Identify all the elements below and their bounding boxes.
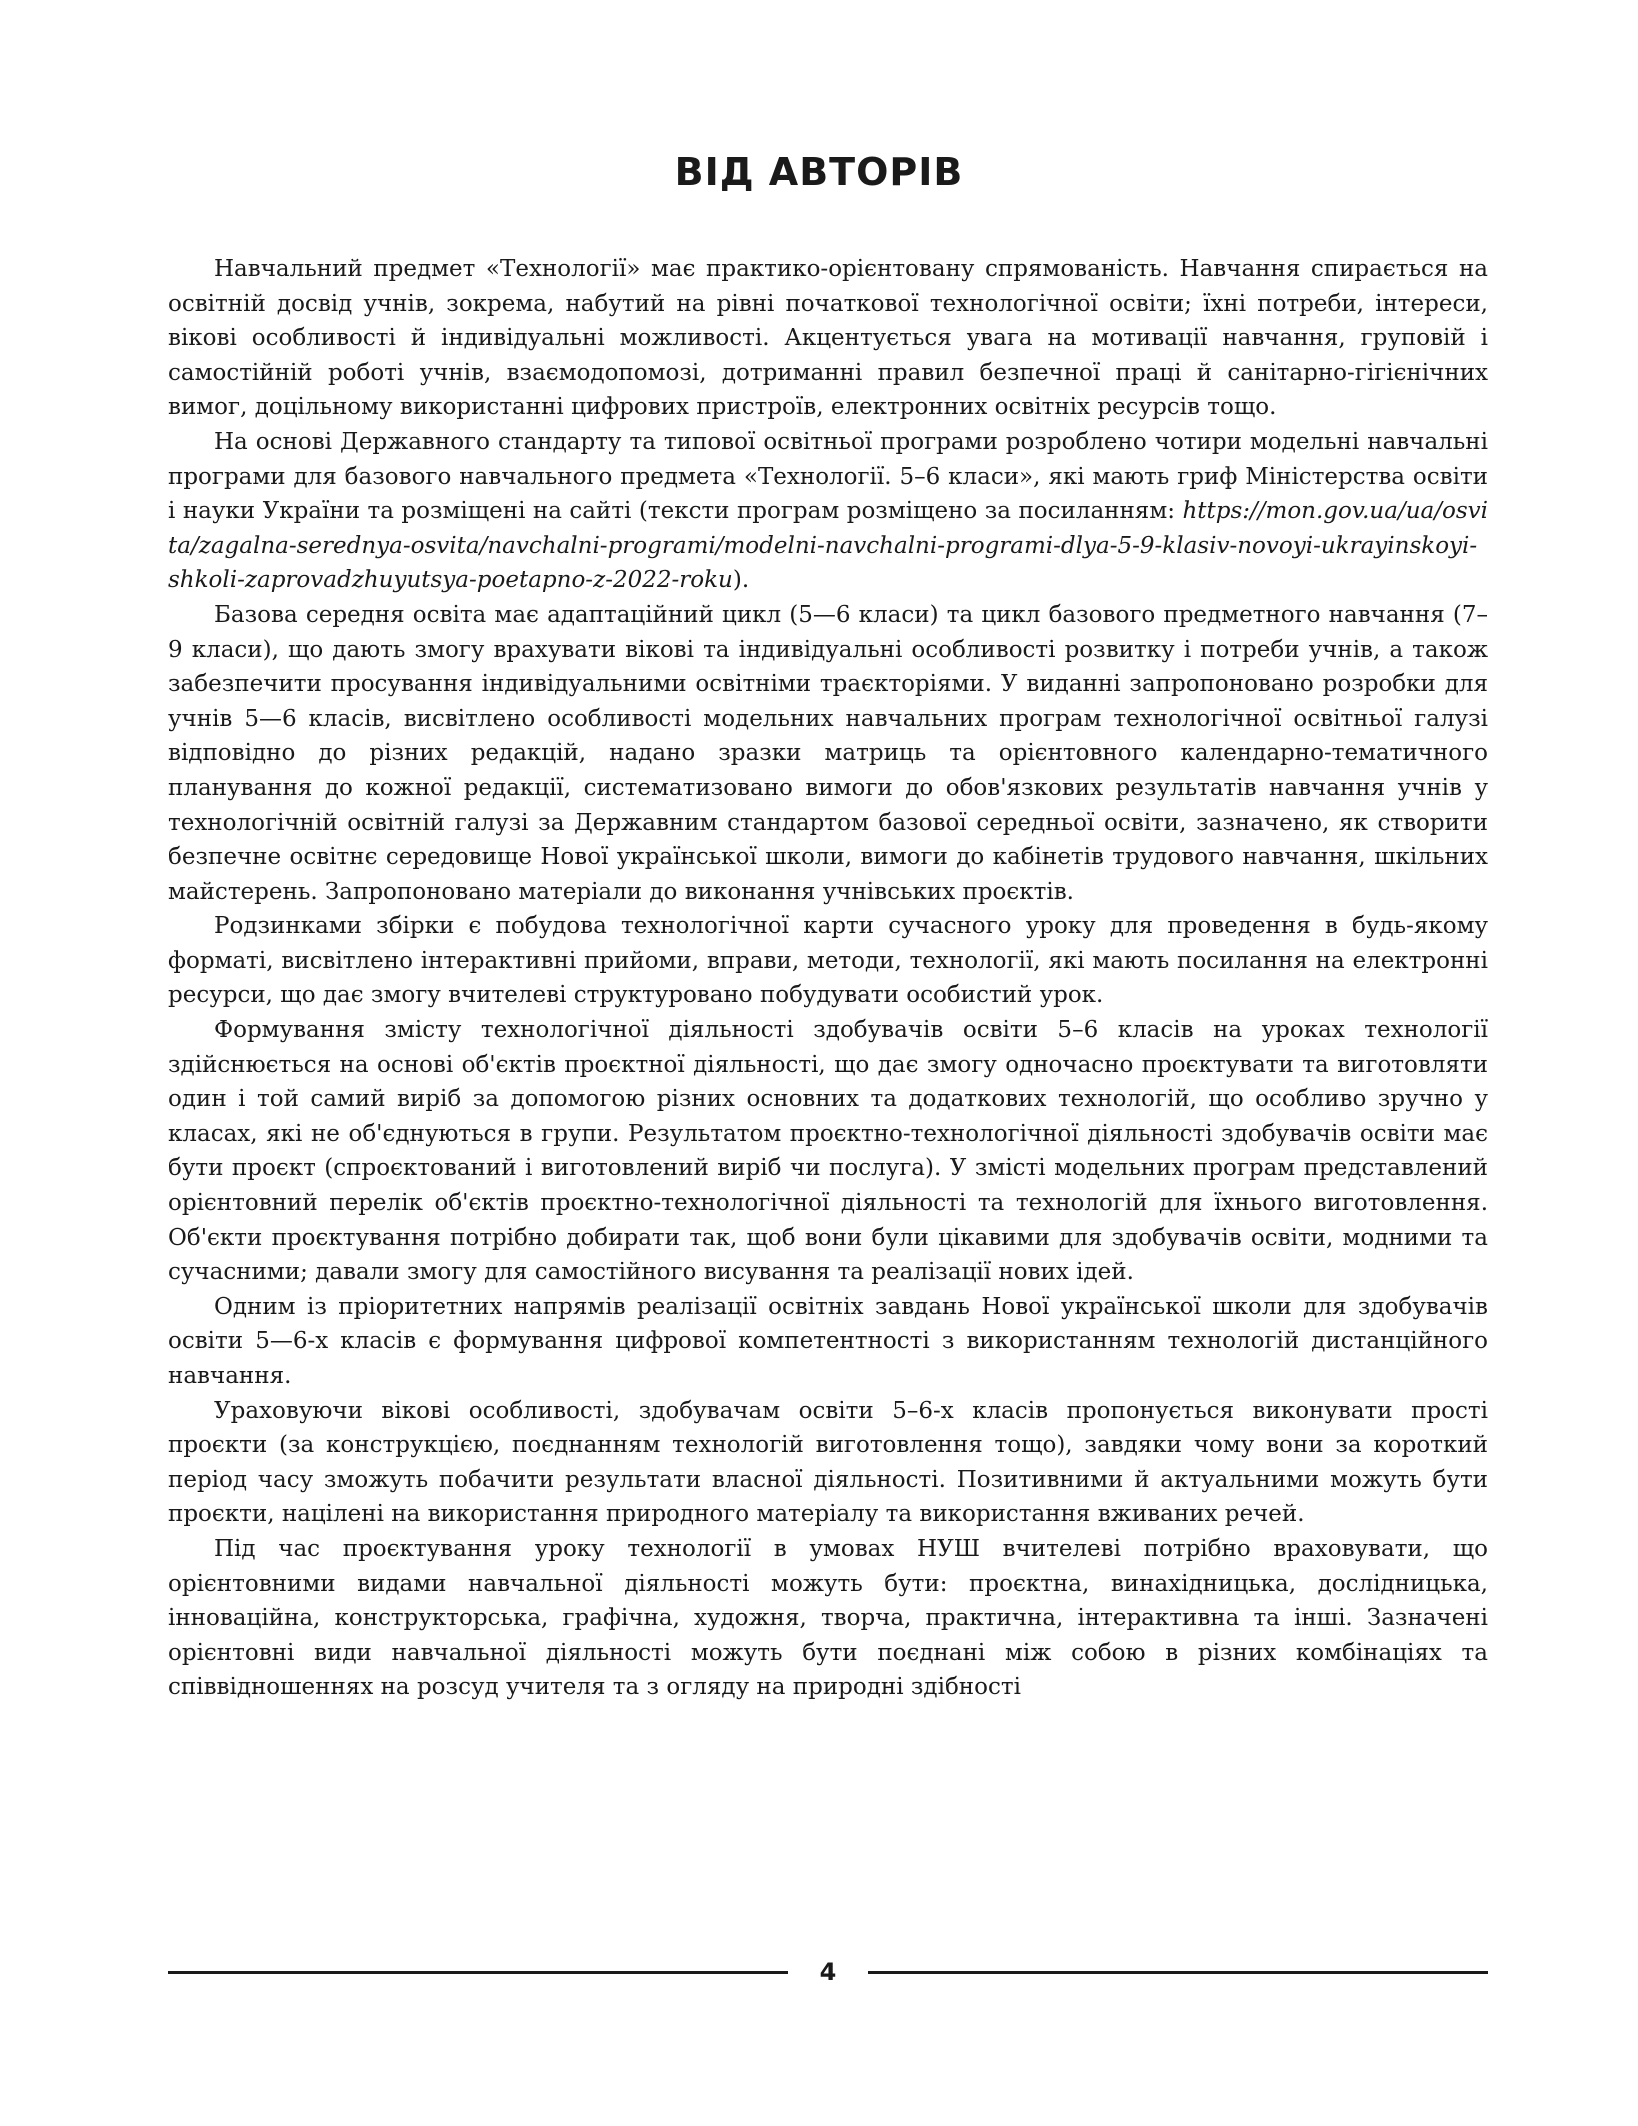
paragraph-2-text: На основі Державного стандарту та типової освітньої програми розроблено чотири модельні навчальні програми для базового навчального предмета «Технології. 5–6 класи», які мають гриф Міністерства освіти і науки України та розміщені на сайті (тексти програм розміщено за посиланням: — [168, 428, 1488, 525]
paragraph-6: Одним із пріоритетних напрямів реалізації освітніх завдань Нової української школи для здобувачів освіти 5—6-х класів є формування цифрової компетентності з використанням технологій дистанційного навчання. — [168, 1293, 1488, 1389]
paragraph-5: Формування змісту технологічної діяльності здобувачів освіти 5–6 класів на уроках технології здійснюється на основі об'єктів проєктної діяльності, що дає змогу одночасно проєктувати та виготовляти один і той самий виріб за допомогою різних основних та додаткових технологій, що особливо зручно у класах, які не об'єднуються в групи. Результатом проєктно-технологічної діяльності здобувачів освіти має бути проєкт (спроєктований і виготовлений виріб чи послуга). У змісті модельних програм представлений орієнтовний перелік об'єктів проєктно-технологічної діяльності та технологій для їхнього виготовлення. Об'єкти проєктування потрібно добирати так, щоб вони були цікавими для здобувачів освіти, модними та сучасними; давали змогу для самостійного висування та реалізації нових ідей. — [168, 1017, 1488, 1286]
body-text — [168, 252, 1488, 1705]
footer-rule-right — [868, 1971, 1488, 1974]
footer-rule-left — [168, 1971, 788, 1974]
paragraph-2 — [168, 425, 1488, 598]
paragraph-2-end: ). — [732, 567, 750, 594]
paragraph-7: Ураховуючи вікові особливості, здобувачам освіти 5–6-х класів пропонується виконувати прості проєкти (за конструкцією, поєднанням технологій виготовлення тощо), завдяки чому вони за короткий період часу зможуть побачити результати власної діяльності. Позитивними й актуальними можуть бути проєкти, націлені на використання природного матеріалу та використання вживаних речей. — [168, 1397, 1488, 1528]
page-title: ВІД АВТОРІВ — [674, 150, 964, 194]
paragraph-1: Навчальний предмет «Технології» має практико-орієнтовану спрямованість. Навчання спирається на освітній досвід учнів, зокрема, набутий на рівні початкової технологічної освіти; їхні потреби, інтереси, вікові особливості й індивідуальні можливості. Акцентується увага на мотивації навчання, груповій і самостійній роботі учнів, взаємодопомозі, дотриманні правил безпечної праці й санітарно-гігієнічних вимог, доцільному використанні цифрових пристроїв, електронних освітніх ресурсів тощо. — [168, 256, 1488, 421]
program-link[interactable]: https://mon.gov.ua/ua/osvita/zagalna-serednya-osvita/navchalni-programi/modelni-navchalni-programi-dlya-5-9-klasiv-novoyi-ukrayinskoyi-shkoli-zaprovadzhuyutsya-poetapno-z-2022-roku — [168, 498, 1488, 594]
paragraph-4: Родзинками збірки є побудова технологічної карти сучасного уроку для проведення в будь-якому форматі, висвітлено інтерактивні прийоми, вправи, методи, технології, які мають посилання на електронні ресурси, що дає змогу вчителеві структуровано побудувати особистий урок. — [168, 913, 1488, 1009]
paragraph-3: Базова середня освіта має адаптаційний цикл (5—6 класи) та цикл базового предметного навчання (7–9 класи), що дають змогу врахувати вікові та індивідуальні особливості розвитку і потреби учнів, а також забезпечити просування індивідуальними освітніми траєкторіями. У виданні запропоновано розробки для учнів 5—6 класів, висвітлено особливості модельних навчальних програм технологічної освітньої галузі відповідно до різних редакцій, надано зразки матриць та орієнтовного календарно-тематичного планування до кожної редакції, систематизовано вимоги до обов'язкових результатів навчання учнів у технологічній освітній галузі за Державним стандартом базової середньої освіти, зазначено, як створити безпечне освітнє середовище Нової української школи, вимоги до кабінетів трудового навчання, шкільних майстерень. Запропоновано матеріали до виконання учнівських проєктів. — [168, 601, 1488, 905]
page-number: 4 — [819, 1958, 837, 1986]
paragraph-8: Під час проєктування уроку технології в умовах НУШ вчителеві потрібно враховувати, що орієнтовними видами навчальної діяльності можуть бути: проєктна, винахідницька, дослідницька, інноваційна, конструкторська, графічна, художня, творча, практична, інтерактивна та інші. Зазначені орієнтовні види навчальної діяльності можуть бути поєднані між собою в різних комбінаціях та співвідношеннях на розсуд учителя та з огляду на природні здібності — [168, 1535, 1488, 1701]
